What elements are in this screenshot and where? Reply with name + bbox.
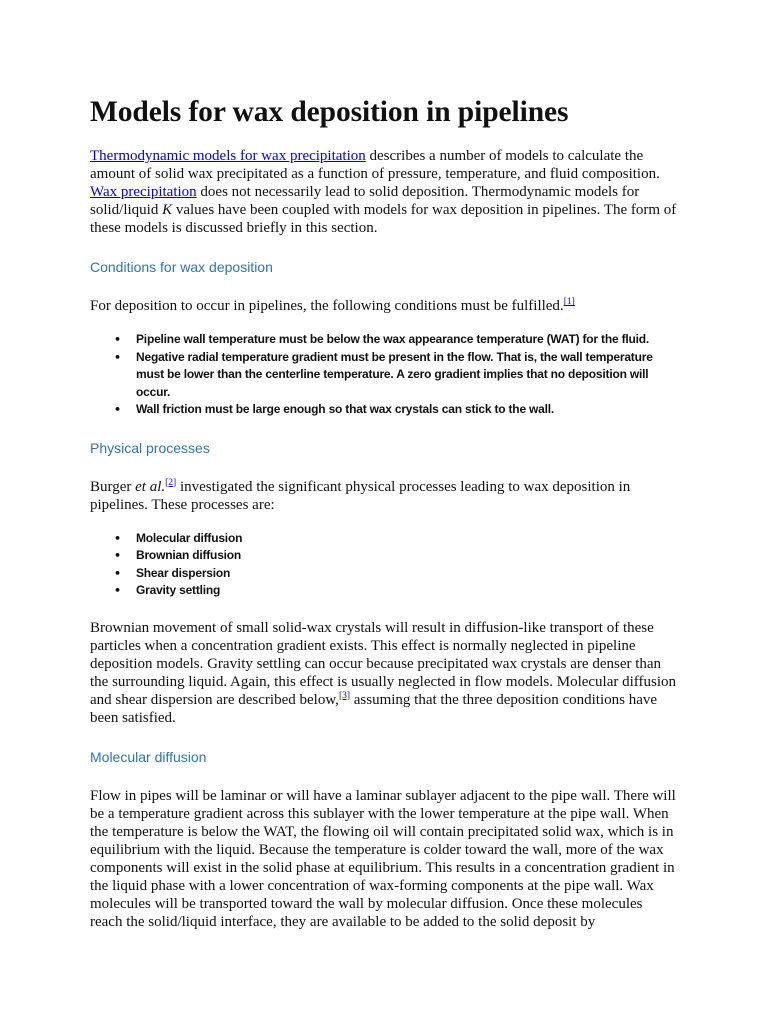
- brownian-paragraph: [90, 619, 678, 727]
- intro-k-symbol: K: [162, 202, 173, 218]
- list-item: • Molecular diffusion: [136, 530, 678, 548]
- physical-paragraph: [90, 478, 678, 514]
- conditions-paragraph: [90, 297, 678, 315]
- brownian-text-a: Brownian movement of small solid-wax crystals will result in diffusion-like transport of these particles when a concentration gradient exists. This effect is normally neglected in pipeline deposition models. Gravity settling can occur because precipitated wax crystals are denser than the surrounding liquid. Again, this effect is usually neglected in flow models. Molecular diffusion and shear dispersion are described below,: [90, 619, 677, 708]
- processes-list: [90, 530, 678, 600]
- brownian-text-b: assuming that the three deposition conditions have been satisfied.: [90, 691, 658, 726]
- conditions-list: [90, 331, 678, 419]
- heading-conditions: Conditions for wax deposition: [90, 259, 273, 275]
- page-title: Models for wax deposition in pipelines: [90, 96, 569, 128]
- physical-text-1: Burger: [90, 478, 136, 495]
- molecular-paragraph: Flow in pipes will be laminar or will have a laminar sublayer adjacent to the pipe wall. There will be a temperature gradient across this sublayer with the lower temperature at the pipe wall. When the temperature is below the WAT, the flowing oil will contain precipitated solid wax, which is in equilibrium with the liquid. Because the temperature is colder toward the wall, more of the wax components will exist in the solid phase at equilibrium. This results in a concentration gradient in the liquid phase with a lower concentration of wax-forming components at the pipe wall. Wax molecules will be transported toward the wall by molecular diffusion. Once these molecules reach the solid/liquid interface, they are available to be added to the solid deposit by: [90, 787, 676, 930]
- link-wax-precipitation[interactable]: Wax precipitation: [90, 184, 197, 200]
- ref-link-2[interactable]: [2]: [165, 477, 177, 488]
- intro-text-3: values have been coupled with models for wax deposition in pipelines. The form of these models is discussed briefly in this section.: [90, 202, 677, 236]
- list-item: • Gravity settling: [136, 582, 678, 600]
- list-item: • Negative radial temperature gradient must be present in the flow. That is, the wall temperature must be lower than the centerline temperature. A zero gradient implies that no deposition will occur.: [136, 349, 678, 402]
- ref-link-3[interactable]: [3]: [338, 690, 351, 701]
- conditions-text: For deposition to occur in pipelines, the following conditions must be fulfilled.: [90, 298, 564, 314]
- intro-paragraph: [90, 147, 678, 237]
- heading-physical-processes: Physical processes: [90, 439, 210, 456]
- list-item: • Brownian diffusion: [136, 547, 678, 565]
- ref-link-1[interactable]: [1]: [563, 297, 575, 307]
- physical-etal: et al.: [135, 478, 166, 495]
- list-item: • Shear dispersion: [136, 565, 678, 583]
- link-thermodynamic-models[interactable]: Thermodynamic models for wax precipitation: [90, 148, 366, 164]
- list-item: • Wall friction must be large enough so that wax crystals can stick to the wall.: [136, 401, 678, 419]
- physical-text-2: investigated the significant physical processes leading to wax deposition in pipelines. These processes are:: [90, 478, 631, 513]
- intro-text-1: describes a number of models to calculate the amount of solid wax precipitated as a function of pressure, temperature, and fluid composition.: [90, 148, 660, 182]
- heading-molecular-diffusion: Molecular diffusion: [90, 748, 207, 765]
- intro-text-2: does not necessarily lead to solid deposition. Thermodynamic models for solid/liquid: [90, 184, 640, 218]
- list-item: • Pipeline wall temperature must be below the wax appearance temperature (WAT) for the fluid.: [136, 331, 678, 349]
